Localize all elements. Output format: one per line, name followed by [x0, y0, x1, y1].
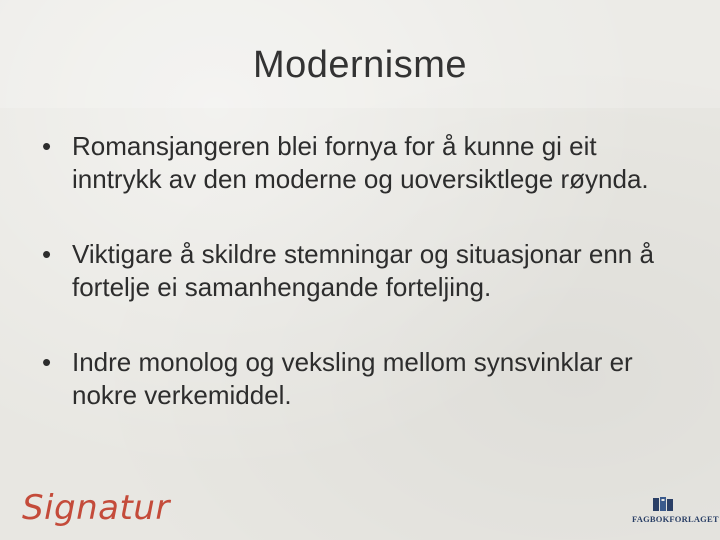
- bullet-item-3: [40, 346, 680, 412]
- bullet-item-1: [40, 130, 680, 196]
- book-icon: [652, 496, 674, 512]
- slide-title: Modernisme: [252, 44, 468, 86]
- bullet-text: Viktigare å skildre stemningar og situasjonar enn å fortelje ei samanhengande forteljing.: [72, 239, 654, 302]
- bullet-marker: •: [42, 347, 52, 377]
- signatur-logo: Signatur: [22, 488, 170, 528]
- bullet-item-2: [40, 238, 680, 304]
- bullet-marker: •: [42, 131, 52, 161]
- bullet-text: Romansjangeren blei fornya for å kunne gi eit inntrykk av den moderne og uoversiktlege røynda.: [72, 131, 649, 194]
- bullet-text: Indre monolog og veksling mellom synsvinklar er nokre verkemiddel.: [72, 347, 633, 410]
- publisher-logo: [632, 492, 719, 532]
- publisher-name: FAGBOKFORLAGET: [632, 514, 719, 524]
- bullet-list: [40, 130, 680, 454]
- bullet-marker: •: [42, 239, 52, 269]
